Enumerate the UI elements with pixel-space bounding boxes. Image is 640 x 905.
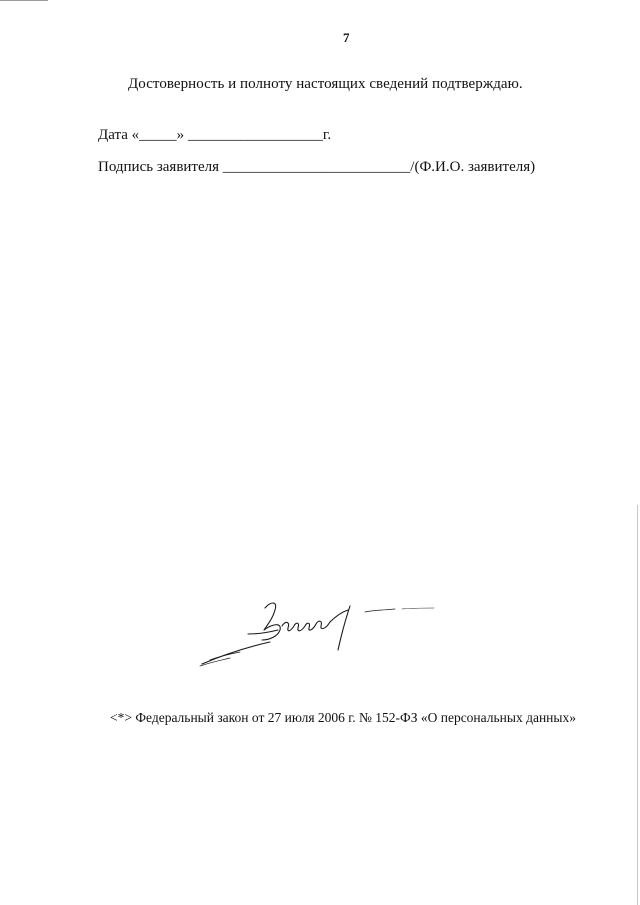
footnote: <*> Федеральный закон от 27 июля 2006 г. № 152-ФЗ «О персональных данных» — [110, 710, 576, 725]
page-number: 7 — [343, 30, 350, 45]
confirmation-statement: Достоверность и полноту настоящих сведений подтверждаю. — [128, 76, 523, 92]
date-line: Дата «_____» __________________г. — [98, 127, 332, 143]
applicant-signature-line: Подпись заявителя _________________________/(Ф.И.О. заявителя) — [98, 159, 536, 175]
scan-edge-top — [0, 0, 48, 1]
handwritten-signature — [190, 590, 450, 680]
scan-edge-right — [637, 505, 638, 905]
